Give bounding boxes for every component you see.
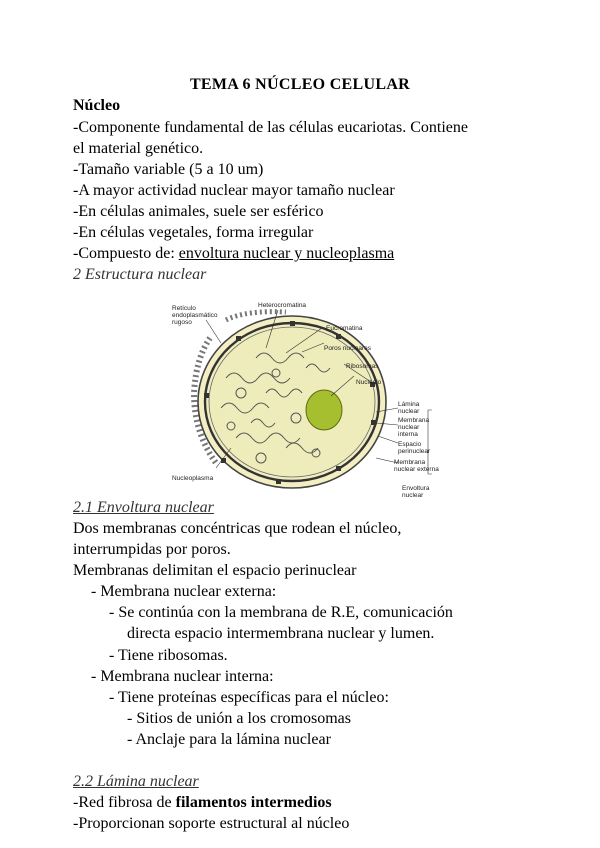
envoltura-line: - Anclaje para la lámina nuclear xyxy=(127,731,331,748)
label-poros: Poros nucleares xyxy=(324,345,371,352)
red-line xyxy=(73,792,332,813)
label-nucleoplasma: Nucleoplasma xyxy=(172,475,214,482)
label-espacio: Espacio xyxy=(398,441,422,448)
red-bold: filamentos intermedios xyxy=(175,794,332,811)
label-reticulo: rugoso xyxy=(172,319,192,326)
intro-line: -A mayor actividad nuclear mayor tamaño nuclear xyxy=(73,182,395,199)
envoltura-line: - Tiene proteínas específicas para el núcleo: xyxy=(109,689,389,706)
compuesto-value: envoltura nuclear y nucleoplasma xyxy=(178,245,395,262)
intro-line: -En células animales, suele ser esférico xyxy=(73,203,324,220)
label-membrana-interna: Membrana xyxy=(398,417,430,424)
label-envoltura: Envoltura xyxy=(402,485,430,492)
envoltura-line: - Sitios de unión a los cromosomas xyxy=(127,710,351,727)
section-heading-2-1: 2.1 Envoltura nuclear xyxy=(73,499,214,516)
label-membrana-externa: Membrana xyxy=(394,459,426,466)
red-prefix: -Red fibrosa de xyxy=(73,794,176,811)
intro-line: -Componente fundamental de las células eucariotas. Contiene xyxy=(73,119,468,136)
envoltura-line: - Tiene ribosomas. xyxy=(109,647,228,664)
compuesto-prefix: -Compuesto de: xyxy=(73,245,179,262)
section-heading-2: 2 Estructura nuclear xyxy=(73,266,207,283)
label-ribosomas: Ribosomas xyxy=(346,363,379,370)
nucleus-diagram xyxy=(166,298,439,499)
label-reticulo: Retículo xyxy=(172,305,196,312)
label-lamina: Lámina xyxy=(398,401,420,408)
intro-line: el material genético. xyxy=(73,140,204,157)
compuesto-line xyxy=(73,243,394,264)
envoltura-line: Dos membranas concéntricas que rodean el núcleo, xyxy=(73,520,402,537)
label-eucromatina: Eucromatina xyxy=(326,325,363,332)
envoltura-line: Membranas delimitan el espacio perinuclear xyxy=(73,562,357,579)
envoltura-line: - Membrana nuclear externa: xyxy=(91,583,277,600)
intro-line: -En células vegetales, forma irregular xyxy=(73,224,314,241)
envoltura-line: - Membrana nuclear interna: xyxy=(91,668,274,685)
label-reticulo: endoplasmático xyxy=(172,312,218,319)
label-membrana-interna: interna xyxy=(398,431,418,438)
envoltura-line: - Se continúa con la membrana de R.E, comunicación xyxy=(109,604,453,621)
envoltura-line: directa espacio intermembrana nuclear y lumen. xyxy=(127,625,435,642)
label-lamina: nuclear xyxy=(398,408,420,415)
section-heading-2-2: 2.2 Lámina nuclear xyxy=(73,773,199,790)
label-heterocromatina: Heterocromatina xyxy=(258,302,307,309)
intro-line: -Tamaño variable (5 a 10 um) xyxy=(73,161,264,178)
label-membrana-interna: nuclear xyxy=(398,424,420,431)
label-espacio: perinuclear xyxy=(398,448,431,455)
page-title: TEMA 6 NÚCLEO CELULAR xyxy=(189,76,411,93)
nucleo-heading: Núcleo xyxy=(73,97,121,114)
label-envoltura: nuclear xyxy=(402,492,424,499)
envoltura-line: interrumpidas por poros. xyxy=(73,541,231,558)
label-nucleolo: Nucléolo xyxy=(356,379,382,386)
lamina-line: -Proporcionan soporte estructural al núcleo xyxy=(73,815,350,832)
nucleolus xyxy=(306,390,342,430)
label-membrana-externa: nuclear externa xyxy=(394,466,439,473)
